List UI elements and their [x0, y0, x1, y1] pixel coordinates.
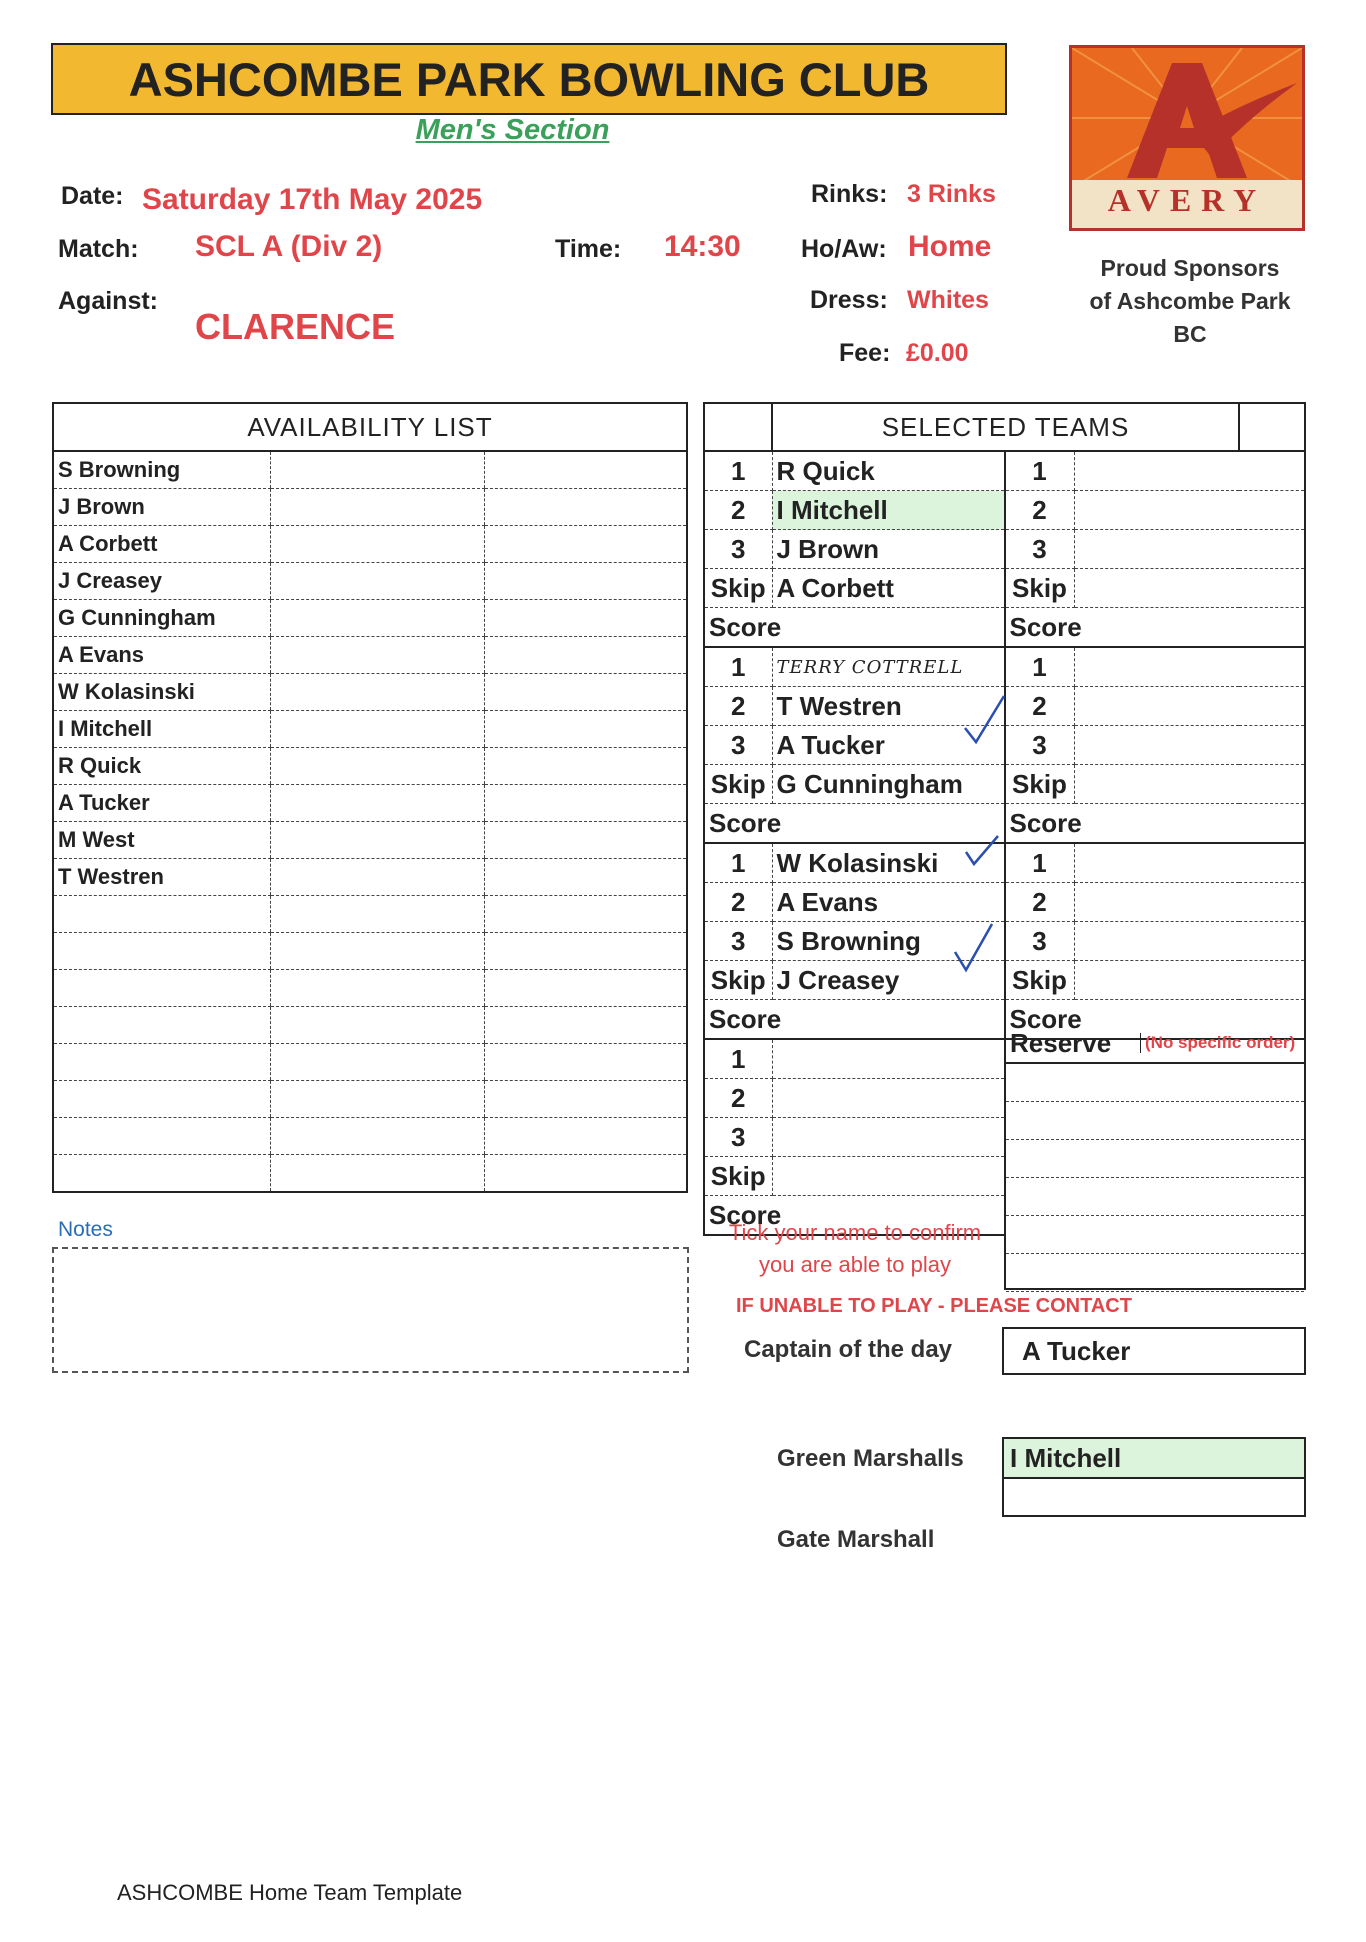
availability-cell[interactable] [485, 489, 688, 526]
selected-header-blank-right [1239, 403, 1305, 451]
opponent-position-label: 1 [1005, 843, 1075, 883]
availability-player: T Westren [53, 859, 271, 896]
position-label: 3 [704, 726, 772, 765]
selected-player: T Westren [772, 687, 1005, 726]
opponent-player-cell[interactable] [1074, 883, 1305, 922]
selected-row [704, 451, 1305, 491]
availability-cell[interactable] [485, 451, 688, 489]
section-title: Men's Section [415, 114, 610, 146]
tick-mark-icon [962, 830, 1002, 870]
opponent-position-label: 3 [1005, 726, 1075, 765]
availability-player: M West [53, 822, 271, 859]
availability-cell[interactable] [271, 896, 485, 933]
opponent-position-label: Skip [1005, 765, 1075, 804]
availability-cell[interactable] [485, 1044, 688, 1081]
opponent-position-label: Skip [1005, 961, 1075, 1000]
availability-player [53, 1007, 271, 1044]
availability-cell[interactable] [271, 1155, 485, 1193]
reserve-label: Reserve [1010, 1027, 1112, 1058]
availability-body [53, 451, 687, 1192]
availability-cell[interactable] [271, 451, 485, 489]
availability-row [53, 600, 687, 637]
dress-value: Whites [907, 286, 989, 314]
opponent-position-label: 2 [1005, 883, 1075, 922]
availability-title: AVAILABILITY LIST [53, 403, 687, 451]
selected-player: A Corbett [772, 569, 1005, 608]
tick-mark-icon [950, 920, 1000, 980]
selected-player: A Tucker [772, 726, 1005, 765]
opponent-position-label: 2 [1005, 687, 1075, 726]
availability-row [53, 748, 687, 785]
selected-row [704, 883, 1305, 922]
availability-row [53, 451, 687, 489]
selected-row [704, 765, 1305, 804]
position-label: 2 [704, 491, 772, 530]
availability-cell[interactable] [485, 896, 688, 933]
availability-row [53, 1081, 687, 1118]
availability-cell[interactable] [485, 785, 688, 822]
availability-row [53, 859, 687, 896]
availability-cell[interactable] [485, 1081, 688, 1118]
availability-row [53, 1118, 687, 1155]
availability-row [53, 711, 687, 748]
availability-row [53, 489, 687, 526]
date-label: Date: [61, 182, 124, 210]
opponent-player-cell[interactable] [1074, 765, 1305, 804]
availability-player: G Cunningham [53, 600, 271, 637]
selected-player: J Brown [772, 530, 1005, 569]
availability-player: W Kolasinski [53, 674, 271, 711]
selected-player [772, 1157, 1005, 1196]
availability-cell[interactable] [271, 785, 485, 822]
opponent-player-cell[interactable] [1074, 569, 1305, 608]
green-marshalls-value: I Mitchell [1002, 1437, 1306, 1479]
selected-row [704, 530, 1305, 569]
availability-cell[interactable] [271, 970, 485, 1007]
availability-row [53, 674, 687, 711]
availability-player [53, 1155, 271, 1193]
availability-row [53, 1044, 687, 1081]
selected-row [704, 647, 1305, 687]
availability-cell[interactable] [485, 1155, 688, 1193]
availability-row [53, 563, 687, 600]
match-value: SCL A (Div 2) [195, 230, 383, 263]
opponent-player-cell[interactable] [1074, 922, 1305, 961]
dress-label: Dress: [810, 286, 888, 314]
opponent-position-label: 1 [1005, 451, 1075, 491]
selected-player: J Creasey [772, 961, 1005, 1000]
opponent-player-cell[interactable] [1074, 451, 1305, 491]
availability-cell[interactable] [485, 1118, 688, 1155]
availability-row [53, 526, 687, 563]
availability-cell[interactable] [271, 859, 485, 896]
availability-cell[interactable] [485, 748, 688, 785]
availability-cell[interactable] [485, 674, 688, 711]
score-label: Score [704, 1000, 1005, 1040]
sponsor-line-2: of Ashcombe Park [1089, 288, 1291, 314]
availability-cell[interactable] [485, 526, 688, 563]
selected-player: R Quick [772, 451, 1005, 491]
tick-line-1: Tick your name to confirm [728, 1220, 982, 1245]
reserve-line[interactable] [1006, 1102, 1304, 1140]
position-label: Skip [704, 961, 772, 1000]
tick-mark-icon [960, 690, 1010, 750]
reserve-note: (No specific order) [1140, 1033, 1295, 1053]
availability-player [53, 1081, 271, 1118]
availability-cell[interactable] [271, 600, 485, 637]
gate-marshall-label: Gate Marshall [777, 1526, 935, 1553]
avery-logo-text: AVERY [1107, 182, 1267, 218]
tick-line-2: you are able to play [758, 1252, 952, 1277]
selected-player: W Kolasinski [772, 843, 1005, 883]
position-label: 1 [704, 647, 772, 687]
selected-player [772, 1039, 1005, 1079]
opponent-player-cell[interactable] [1074, 687, 1305, 726]
availability-row [53, 933, 687, 970]
position-label: Skip [704, 765, 772, 804]
date-value: Saturday 17th May 2025 [142, 183, 483, 216]
against-label: Against: [58, 287, 158, 315]
reserve-line[interactable] [1006, 1254, 1304, 1292]
availability-cell[interactable] [485, 600, 688, 637]
availability-player [53, 1044, 271, 1081]
captain-value: A Tucker [1002, 1327, 1306, 1375]
availability-cell[interactable] [271, 933, 485, 970]
score-label: Score [704, 1196, 1005, 1236]
match-label: Match: [58, 235, 139, 263]
availability-row [53, 1155, 687, 1193]
availability-cell[interactable] [271, 563, 485, 600]
availability-cell[interactable] [271, 1081, 485, 1118]
reserve-box [1004, 1024, 1306, 1290]
opponent-player-cell[interactable] [1074, 647, 1305, 687]
selected-player: S Browning [772, 922, 1005, 961]
position-label: 2 [704, 1079, 772, 1118]
selected-player [772, 1118, 1005, 1157]
sponsor-text [1060, 252, 1320, 351]
sponsor-line-1: Proud Sponsors [1100, 255, 1280, 281]
availability-player [53, 933, 271, 970]
availability-cell[interactable] [271, 526, 485, 563]
availability-table [52, 402, 688, 1193]
opponent-score-label: Score [1005, 1000, 1306, 1040]
fee-value: £0.00 [906, 339, 969, 367]
availability-cell[interactable] [485, 859, 688, 896]
availability-cell[interactable] [271, 1007, 485, 1044]
sponsor-line-3: BC [1173, 321, 1207, 347]
position-label: 1 [704, 1039, 772, 1079]
position-label: Skip [704, 569, 772, 608]
hoaw-label: Ho/Aw: [801, 235, 887, 263]
availability-cell[interactable] [271, 674, 485, 711]
rinks-label: Rinks: [811, 180, 888, 208]
green-marshalls-blank [1002, 1477, 1306, 1517]
selected-player: G Cunningham [772, 765, 1005, 804]
club-title: ASHCOMBE PARK BOWLING CLUB [51, 43, 1007, 115]
availability-cell[interactable] [271, 711, 485, 748]
availability-cell[interactable] [271, 748, 485, 785]
opponent-position-label: 3 [1005, 922, 1075, 961]
availability-row [53, 785, 687, 822]
availability-player: I Mitchell [53, 711, 271, 748]
availability-player [53, 896, 271, 933]
opponent-score-label: Score [1005, 608, 1306, 648]
against-value: CLARENCE [195, 306, 396, 347]
availability-row [53, 822, 687, 859]
availability-cell[interactable] [485, 637, 688, 674]
selected-row [704, 961, 1305, 1000]
position-label: 2 [704, 687, 772, 726]
notes-label: Notes [58, 1218, 113, 1241]
hoaw-value: Home [908, 230, 992, 263]
opponent-score-label: Score [1005, 804, 1306, 844]
availability-player: J Creasey [53, 563, 271, 600]
opponent-position-label: 2 [1005, 491, 1075, 530]
selected-player: TERRY COTTRELL [772, 647, 1005, 687]
availability-cell[interactable] [271, 1044, 485, 1081]
availability-player: A Corbett [53, 526, 271, 563]
availability-row [53, 1007, 687, 1044]
reserve-header [1006, 1024, 1304, 1064]
footer-template-name: ASHCOMBE Home Team Template [117, 1880, 463, 1905]
time-value: 14:30 [664, 230, 741, 263]
selected-teams-title: SELECTED TEAMS [772, 403, 1239, 451]
availability-row [53, 637, 687, 674]
opponent-position-label: 1 [1005, 647, 1075, 687]
time-label: Time: [555, 235, 622, 263]
position-label: Skip [704, 1157, 772, 1196]
availability-cell[interactable] [271, 489, 485, 526]
availability-player [53, 1118, 271, 1155]
opponent-player-cell[interactable] [1074, 961, 1305, 1000]
reserve-line[interactable] [1006, 1178, 1304, 1216]
availability-player: S Browning [53, 451, 271, 489]
opponent-position-label: 3 [1005, 530, 1075, 569]
availability-cell[interactable] [271, 637, 485, 674]
tick-instructions [705, 1217, 1005, 1281]
position-label: 3 [704, 922, 772, 961]
selected-row [704, 569, 1305, 608]
opponent-player-cell[interactable] [1074, 491, 1305, 530]
selected-player [772, 1079, 1005, 1118]
score-row [704, 804, 1305, 844]
reserve-line[interactable] [1006, 1140, 1304, 1178]
position-label: 1 [704, 843, 772, 883]
availability-cell[interactable] [485, 711, 688, 748]
selected-row [704, 922, 1305, 961]
availability-cell[interactable] [485, 970, 688, 1007]
rinks-value: 3 Rinks [907, 180, 996, 208]
availability-cell[interactable] [485, 1007, 688, 1044]
position-label: 3 [704, 530, 772, 569]
availability-cell[interactable] [485, 563, 688, 600]
availability-cell[interactable] [485, 933, 688, 970]
availability-player: A Evans [53, 637, 271, 674]
selected-player: I Mitchell [772, 491, 1005, 530]
selected-row [704, 843, 1305, 883]
availability-row [53, 896, 687, 933]
availability-player: R Quick [53, 748, 271, 785]
green-marshalls-label: Green Marshalls [777, 1445, 964, 1472]
availability-cell[interactable] [271, 822, 485, 859]
selected-row [704, 491, 1305, 530]
opponent-player-cell[interactable] [1074, 530, 1305, 569]
captain-label: Captain of the day [744, 1336, 953, 1363]
availability-row [53, 970, 687, 1007]
score-row [704, 608, 1305, 648]
selected-header-blank [704, 403, 772, 451]
score-label: Score [704, 804, 1005, 844]
reserve-line[interactable] [1006, 1216, 1304, 1254]
score-label: Score [704, 608, 1005, 648]
opponent-player-cell[interactable] [1074, 843, 1305, 883]
availability-player: J Brown [53, 489, 271, 526]
selected-player: A Evans [772, 883, 1005, 922]
reserve-line[interactable] [1006, 1064, 1304, 1102]
reserve-lines [1006, 1064, 1304, 1292]
avery-logo [1069, 45, 1305, 231]
notes-box[interactable] [52, 1247, 689, 1373]
position-label: 2 [704, 883, 772, 922]
fee-label: Fee: [839, 339, 891, 367]
availability-player: A Tucker [53, 785, 271, 822]
unable-to-play-text: IF UNABLE TO PLAY - PLEASE CONTACT [736, 1295, 1132, 1317]
availability-player [53, 970, 271, 1007]
opponent-player-cell[interactable] [1074, 726, 1305, 765]
position-label: 1 [704, 451, 772, 491]
availability-cell[interactable] [485, 822, 688, 859]
position-label: 3 [704, 1118, 772, 1157]
availability-cell[interactable] [271, 1118, 485, 1155]
opponent-position-label: Skip [1005, 569, 1075, 608]
